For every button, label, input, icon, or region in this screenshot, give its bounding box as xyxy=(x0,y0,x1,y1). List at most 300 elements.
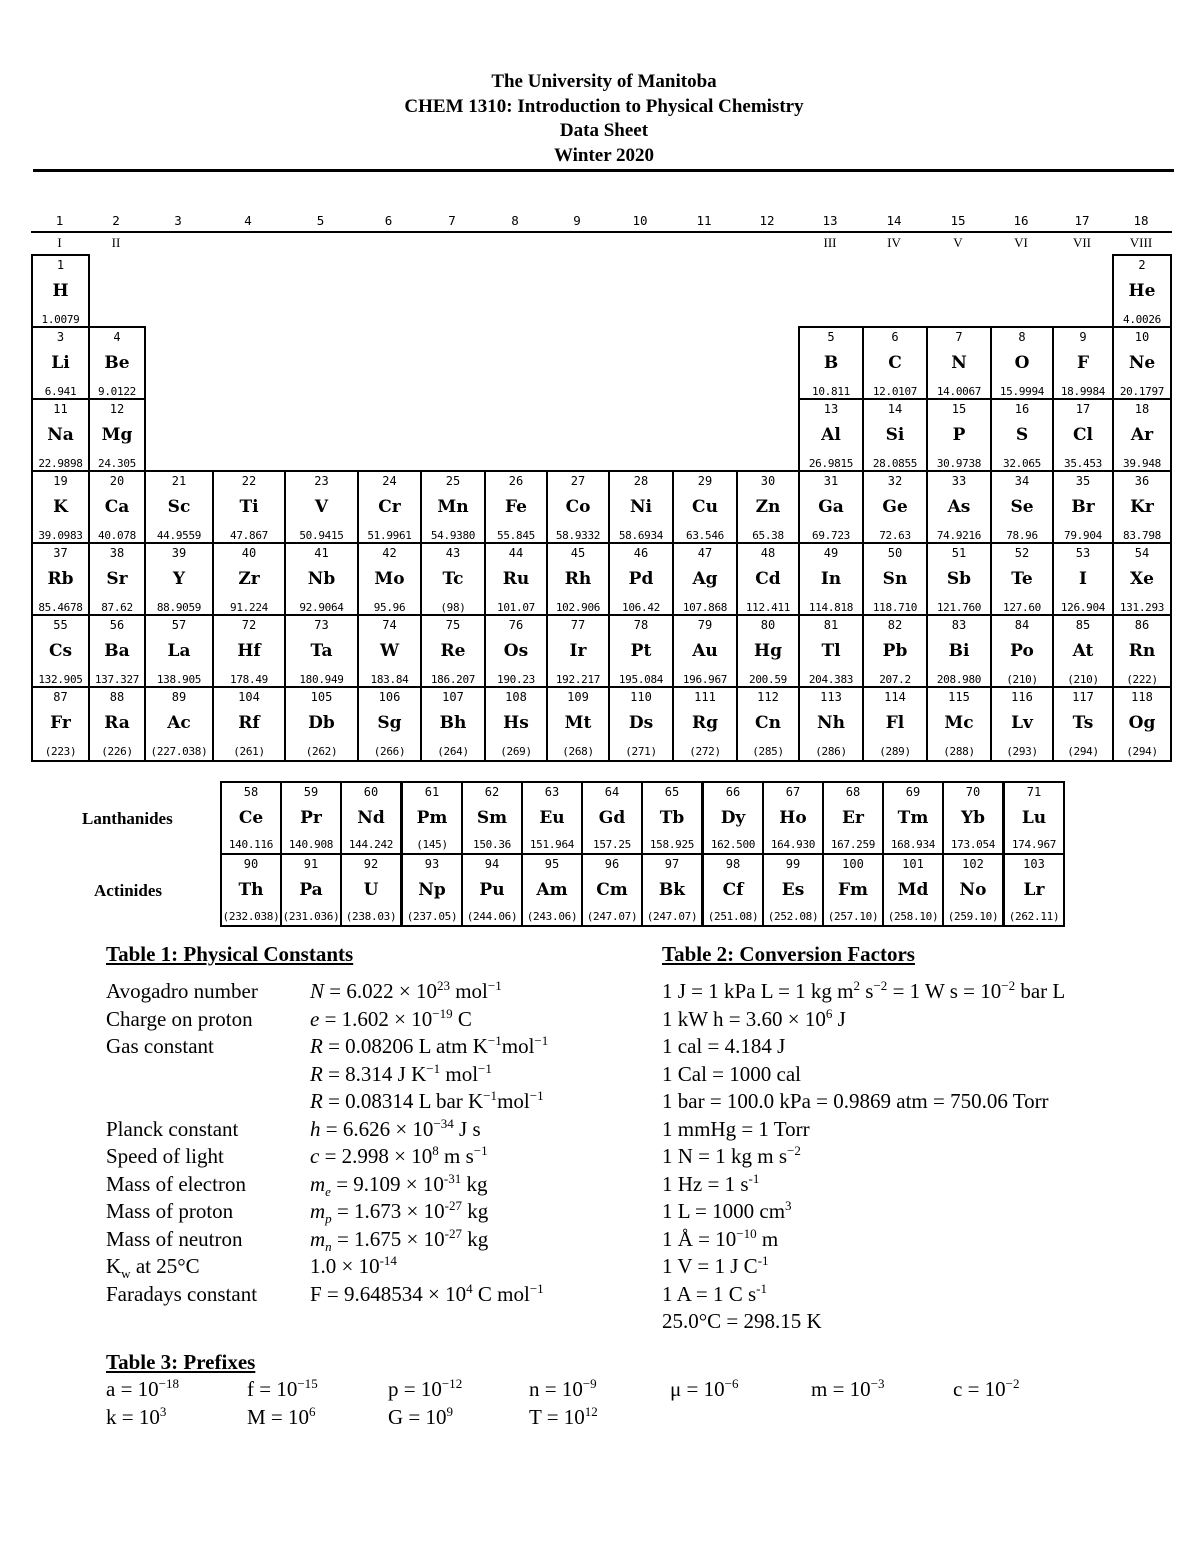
atomic-number: 4 xyxy=(113,330,121,344)
atomic-number: 18 xyxy=(1134,402,1150,416)
atomic-number: 78 xyxy=(633,618,649,632)
atomic-number: 95 xyxy=(544,857,560,871)
element-symbol: Ra xyxy=(104,713,130,733)
term-label: Winter 2020 xyxy=(553,144,655,166)
actinide-lr xyxy=(1003,853,1065,927)
element-in xyxy=(798,542,864,618)
conversion-factor: 1 Cal = 1000 cal xyxy=(662,1061,801,1086)
atomic-mass: 12.0107 xyxy=(872,385,918,398)
element-n xyxy=(926,326,992,402)
group-number: 7 xyxy=(448,213,456,228)
element-symbol: K xyxy=(53,497,68,517)
element-h xyxy=(31,254,90,330)
element-ir xyxy=(546,614,610,690)
atomic-mass: (289) xyxy=(879,745,911,758)
atomic-number: 11 xyxy=(53,402,68,416)
lanthanides-label: Lanthanides xyxy=(82,809,173,828)
actinide-no xyxy=(942,853,1004,927)
atomic-mass: 20.1797 xyxy=(1119,385,1165,398)
constant-name: Speed of light xyxy=(106,1144,224,1168)
element-symbol: Cm xyxy=(596,880,628,900)
atomic-number: 19 xyxy=(53,474,68,488)
roman-group-label: VI xyxy=(1014,235,1028,250)
element-te xyxy=(990,542,1054,618)
atomic-mass: (269) xyxy=(500,745,532,758)
atomic-mass: (293) xyxy=(1006,745,1038,758)
atomic-number: 47 xyxy=(697,546,713,560)
element-symbol: Ca xyxy=(104,497,130,517)
element-symbol: Pb xyxy=(882,641,908,661)
prefix: $m = 10^{-3}$ xyxy=(811,1376,885,1401)
atomic-mass: 65.38 xyxy=(752,529,784,542)
element-hg xyxy=(736,614,800,690)
atomic-mass: 51.9961 xyxy=(367,529,412,542)
atomic-number: 72 xyxy=(241,618,257,632)
element-symbol: Db xyxy=(308,713,335,733)
atomic-number: 75 xyxy=(445,618,461,632)
atomic-number: 73 xyxy=(314,618,329,632)
atomic-mass: 1.0079 xyxy=(41,313,80,326)
atomic-number: 71 xyxy=(1026,785,1042,799)
element-symbol: Na xyxy=(47,425,74,445)
element-symbol: Nb xyxy=(307,569,336,589)
element-k xyxy=(31,470,90,546)
constant-value: $N = 6.022 \times 10^{23}$ mol$^{-1}$ xyxy=(310,978,502,1003)
atomic-mass: (223) xyxy=(44,745,77,758)
atomic-mass: (294) xyxy=(1126,745,1158,758)
element-symbol: Tl xyxy=(821,641,841,661)
element-sr xyxy=(88,542,146,618)
atomic-number: 53 xyxy=(1075,546,1091,560)
atomic-number: 92 xyxy=(363,857,379,871)
element-lv xyxy=(990,686,1054,762)
element-symbol: Sm xyxy=(476,808,508,828)
element-cl xyxy=(1052,398,1114,474)
atomic-number: 89 xyxy=(171,690,187,704)
element-mn xyxy=(420,470,486,546)
element-kr xyxy=(1112,470,1172,546)
atomic-number: 38 xyxy=(109,546,125,560)
element-ar xyxy=(1112,398,1172,474)
atomic-number: 20 xyxy=(109,474,125,488)
atomic-mass: 6.941 xyxy=(44,385,77,398)
element-symbol: Ga xyxy=(818,497,844,517)
element-symbol: Es xyxy=(781,880,805,900)
element-symbol: Sc xyxy=(167,497,191,517)
atomic-number: 93 xyxy=(424,857,440,871)
constant-name: Mass of electron xyxy=(106,1171,246,1196)
element-symbol: Mn xyxy=(437,497,469,517)
atomic-mass: 137.327 xyxy=(94,673,140,686)
conversion-factor: 1 V = 1 J $C^{-1}$ xyxy=(662,1253,769,1278)
element-ti xyxy=(212,470,286,546)
element-si xyxy=(862,398,928,474)
atomic-mass: 192.217 xyxy=(555,673,601,686)
element-co xyxy=(546,470,610,546)
element-symbol: Dy xyxy=(720,808,746,828)
atomic-number: 68 xyxy=(845,785,861,799)
element-cs xyxy=(31,614,90,690)
element-zn xyxy=(736,470,800,546)
element-symbol: No xyxy=(959,880,987,900)
atomic-number: 90 xyxy=(243,857,259,871)
atomic-mass: (285) xyxy=(752,745,784,758)
element-symbol: Te xyxy=(1011,569,1033,589)
actinide-fm xyxy=(822,853,884,927)
atomic-mass: 190.23 xyxy=(497,673,535,686)
element-symbol: F xyxy=(1076,353,1090,373)
atomic-number: 28 xyxy=(633,474,649,488)
atomic-number: 54 xyxy=(1134,546,1150,560)
element-symbol: Fm xyxy=(837,880,869,900)
atomic-number: 106 xyxy=(378,690,401,704)
element-symbol: Lr xyxy=(1023,880,1045,900)
atomic-number: 24 xyxy=(382,474,397,488)
element-pt xyxy=(608,614,674,690)
element-symbol: Hs xyxy=(503,713,529,733)
course-title: CHEM 1310: Introduction to Physical Chemistry xyxy=(404,95,804,117)
element-au xyxy=(672,614,738,690)
element-symbol: Au xyxy=(692,641,718,661)
atomic-mass: 83.798 xyxy=(1123,529,1161,542)
atomic-mass: 28.0855 xyxy=(872,457,918,470)
atomic-number: 45 xyxy=(570,546,586,560)
element-og xyxy=(1112,686,1172,762)
group-number: 2 xyxy=(112,213,120,228)
element-mo xyxy=(357,542,422,618)
atomic-mass: 87.62 xyxy=(101,601,133,614)
atomic-mass: 164.930 xyxy=(770,838,816,851)
atomic-mass: 50.9415 xyxy=(299,529,344,542)
element-b xyxy=(798,326,864,402)
element-symbol: Rb xyxy=(47,569,74,589)
element-symbol: Mo xyxy=(374,569,405,589)
atomic-mass: (247.07) xyxy=(646,910,698,923)
atomic-number: 30 xyxy=(760,474,776,488)
constant-value: R = 0.08206 L atm $K^{-1}mol^{-1}$ xyxy=(310,1033,549,1058)
atomic-mass: (222) xyxy=(1126,673,1158,686)
element-symbol: Hf xyxy=(237,641,261,661)
lanthanide-eu xyxy=(521,781,583,855)
atomic-mass: 47.867 xyxy=(230,529,268,542)
element-symbol: Ta xyxy=(310,641,333,661)
group-number: 17 xyxy=(1074,213,1090,228)
atomic-number: 31 xyxy=(823,474,839,488)
atomic-mass: 167.259 xyxy=(830,838,876,851)
group-number: 3 xyxy=(174,213,182,228)
atomic-number: 52 xyxy=(1014,546,1030,560)
roman-group-label: III xyxy=(823,235,837,250)
constant-value: $e = 1.602 \times 10^{-19}$ C xyxy=(310,1005,472,1031)
element-ac xyxy=(144,686,214,762)
element-mc xyxy=(926,686,992,762)
atomic-number: 10 xyxy=(1134,330,1150,344)
element-he xyxy=(1112,254,1172,330)
element-symbol: N xyxy=(951,353,967,373)
element-symbol: Sb xyxy=(946,569,972,589)
atomic-number: 44 xyxy=(508,546,524,560)
atomic-number: 87 xyxy=(53,690,68,704)
conversion-factor: 1 Å = $10^{-10}$ m xyxy=(662,1225,779,1251)
constant-name: Charge on proton xyxy=(106,1006,253,1031)
atomic-number: 80 xyxy=(760,618,776,632)
table2-title: Table 2: Conversion Factors xyxy=(662,942,915,966)
atomic-number: 117 xyxy=(1072,690,1094,704)
constant-value: $1.0 \times 10^{-14}$ xyxy=(310,1253,397,1278)
element-symbol: Pr xyxy=(300,808,322,828)
actinide-am xyxy=(521,853,583,927)
atomic-mass: 95.96 xyxy=(373,601,406,614)
element-rf xyxy=(212,686,286,762)
group-number: 12 xyxy=(759,213,775,228)
atomic-mass: (238.03) xyxy=(345,910,397,923)
conversion-factor: 1 mmHg = 1 Torr xyxy=(662,1116,810,1141)
actinide-cm xyxy=(581,853,643,927)
element-nb xyxy=(284,542,359,618)
conversion-factor: 1 N = 1 kg m $s^{-2}$ xyxy=(662,1143,801,1168)
actinide-bk xyxy=(641,853,703,927)
element-symbol: Hg xyxy=(754,641,782,661)
atomic-mass: 32.065 xyxy=(1003,457,1041,470)
atomic-number: 111 xyxy=(694,690,716,704)
element-symbol: B xyxy=(823,353,839,373)
lanthanide-lu xyxy=(1003,781,1065,855)
atomic-mass: 178.49 xyxy=(230,673,268,686)
element-symbol: Fe xyxy=(505,497,527,517)
atomic-number: 22 xyxy=(241,474,257,488)
element-cn xyxy=(736,686,800,762)
atomic-mass: (252.08) xyxy=(767,910,819,923)
atomic-mass: (272) xyxy=(689,745,721,758)
element-cu xyxy=(672,470,738,546)
element-zr xyxy=(212,542,286,618)
conversion-factor: 1 A = 1 C $s^{-1}$ xyxy=(662,1280,767,1306)
prefix: $c = 10^{-2}$ xyxy=(953,1376,1020,1401)
atomic-mass: 144.242 xyxy=(348,838,394,851)
element-symbol: Cr xyxy=(378,497,401,517)
atomic-mass: (98) xyxy=(440,601,466,614)
element-symbol: Gd xyxy=(598,808,626,828)
atomic-number: 58 xyxy=(243,785,259,799)
atomic-mass: 22.9898 xyxy=(38,457,83,470)
atomic-mass: 44.9559 xyxy=(156,529,202,542)
element-f xyxy=(1052,326,1114,402)
element-symbol: Cu xyxy=(692,497,718,517)
atomic-mass: 195.084 xyxy=(618,673,664,686)
element-symbol: Og xyxy=(1128,713,1156,733)
table1-title: Table 1: Physical Constants xyxy=(106,942,354,966)
element-symbol: Fr xyxy=(50,713,71,733)
atomic-number: 118 xyxy=(1131,690,1153,704)
lanthanide-tb xyxy=(641,781,703,855)
roman-group-label: VII xyxy=(1072,235,1092,250)
element-i xyxy=(1052,542,1114,618)
element-symbol: W xyxy=(379,641,400,661)
atomic-mass: 158.925 xyxy=(649,838,695,851)
element-symbol: Li xyxy=(51,353,70,373)
atomic-mass: (232.038) xyxy=(222,910,280,923)
constant-value: $h = 6.626 \times 10^{-34}$ J s xyxy=(310,1115,481,1141)
atomic-mass: (262.11) xyxy=(1008,910,1060,923)
atomic-number: 110 xyxy=(630,690,652,704)
element-symbol: O xyxy=(1014,353,1030,373)
atomic-number: 27 xyxy=(570,474,586,488)
atomic-number: 70 xyxy=(965,785,981,799)
element-symbol: Zr xyxy=(238,569,260,589)
atomic-number: 83 xyxy=(951,618,967,632)
atomic-number: 34 xyxy=(1014,474,1030,488)
atomic-mass: 138.905 xyxy=(156,673,202,686)
atomic-number: 8 xyxy=(1018,330,1026,344)
element-symbol: Lu xyxy=(1021,808,1047,828)
element-al xyxy=(798,398,864,474)
atomic-mass: 121.760 xyxy=(936,601,982,614)
conversion-factor: 25.0°C = 298.15 K xyxy=(662,1309,822,1333)
element-symbol: Ar xyxy=(1130,425,1154,445)
element-sg xyxy=(357,686,422,762)
atomic-number: 88 xyxy=(109,690,125,704)
atomic-number: 33 xyxy=(951,474,967,488)
atomic-number: 16 xyxy=(1014,402,1030,416)
atomic-number: 6 xyxy=(891,330,899,344)
atomic-mass: 40.078 xyxy=(98,529,136,542)
element-symbol: At xyxy=(1072,641,1094,661)
element-symbol: Nh xyxy=(817,713,845,733)
atomic-number: 84 xyxy=(1014,618,1030,632)
atomic-number: 105 xyxy=(310,690,333,704)
element-li xyxy=(31,326,90,402)
atomic-mass: 79.904 xyxy=(1064,529,1102,542)
atomic-mass: (231.036) xyxy=(282,910,340,923)
element-symbol: C xyxy=(888,353,902,373)
atomic-mass: 132.905 xyxy=(38,673,83,686)
atomic-number: 113 xyxy=(820,690,842,704)
atomic-number: 41 xyxy=(314,546,329,560)
atomic-number: 51 xyxy=(951,546,967,560)
atomic-mass: 18.9984 xyxy=(1060,385,1106,398)
atomic-number: 103 xyxy=(1023,857,1045,871)
atomic-number: 76 xyxy=(508,618,524,632)
atomic-mass: 58.9332 xyxy=(555,529,601,542)
atomic-mass: 207.2 xyxy=(879,673,911,686)
conversion-factor: 1 L = 1000 $cm^3$ xyxy=(662,1198,792,1223)
conversion-factor: 1 Hz = 1 $s^{-1}$ xyxy=(662,1170,760,1196)
group-number: 15 xyxy=(950,213,966,228)
element-ta xyxy=(284,614,359,690)
atomic-mass: (257.10) xyxy=(827,910,879,923)
element-se xyxy=(990,470,1054,546)
atomic-mass: 151.964 xyxy=(529,838,575,851)
constant-value: $c = 2.998 \times 10^8$ m $s^{-1}$ xyxy=(310,1143,488,1168)
lanthanide-gd xyxy=(581,781,643,855)
element-mt xyxy=(546,686,610,762)
element-symbol: U xyxy=(363,880,379,900)
atomic-mass: 174.967 xyxy=(1011,838,1057,851)
constant-name: Mass of neutron xyxy=(106,1226,243,1251)
atomic-mass: 58.6934 xyxy=(618,529,664,542)
element-symbol: Lv xyxy=(1011,713,1033,733)
element-symbol: Pm xyxy=(416,808,448,828)
atomic-mass: 140.908 xyxy=(288,838,334,851)
atomic-number: 116 xyxy=(1011,690,1033,704)
atomic-mass: 196.967 xyxy=(682,673,728,686)
group-number: 5 xyxy=(316,213,325,228)
conversion-factor: 1 kW $h = 3.60 \times 10^6$ J xyxy=(662,1005,846,1031)
atomic-number: 61 xyxy=(424,785,440,799)
element-symbol: Bh xyxy=(439,713,467,733)
element-symbol: Ac xyxy=(167,713,191,733)
prefix: $a = 10^{-18}$ xyxy=(106,1376,180,1401)
atomic-number: 42 xyxy=(382,546,397,560)
element-symbol: Co xyxy=(565,497,591,517)
element-symbol: H xyxy=(52,281,69,301)
atomic-number: 91 xyxy=(303,857,319,871)
element-symbol: I xyxy=(1079,569,1087,589)
university-name: The University of Manitoba xyxy=(491,71,717,92)
atomic-number: 1 xyxy=(56,258,65,272)
atomic-mass: 157.25 xyxy=(593,838,631,851)
element-br xyxy=(1052,470,1114,546)
prefix: $p = 10^{-12}$ xyxy=(388,1376,463,1401)
atomic-mass: 208.980 xyxy=(936,673,982,686)
element-ts xyxy=(1052,686,1114,762)
conversion-factor: 1 J = 1 kPa L = 1 kg $m^2$ $s^{-2} = 1$ W $s = 10^{-2}$ bar L xyxy=(662,978,1066,1003)
atomic-mass: 78.96 xyxy=(1006,529,1038,542)
atomic-number: 25 xyxy=(445,474,461,488)
element-symbol: Np xyxy=(418,880,446,900)
lanthanide-yb xyxy=(942,781,1004,855)
atomic-mass: 24.305 xyxy=(98,457,136,470)
atomic-mass: 114.818 xyxy=(808,601,854,614)
atomic-number: 49 xyxy=(823,546,839,560)
atomic-number: 115 xyxy=(948,690,970,704)
atomic-number: 108 xyxy=(505,690,527,704)
atomic-number: 37 xyxy=(53,546,68,560)
lanthanide-ho xyxy=(762,781,824,855)
atomic-mass: 162.500 xyxy=(710,838,756,851)
element-symbol: Pu xyxy=(479,880,505,900)
group-number: 16 xyxy=(1013,213,1029,228)
table3-title: Table 3: Prefixes xyxy=(106,1350,256,1374)
element-symbol: As xyxy=(947,497,971,517)
constant-name: Gas constant xyxy=(106,1034,214,1058)
atomic-mass: 106.42 xyxy=(622,601,660,614)
element-o xyxy=(990,326,1054,402)
element-ag xyxy=(672,542,738,618)
element-ra xyxy=(88,686,146,762)
element-symbol: La xyxy=(167,641,191,661)
element-symbol: Ag xyxy=(692,569,718,589)
atomic-mass: (145) xyxy=(416,838,448,851)
element-symbol: Fl xyxy=(885,713,905,733)
actinides-label: Actinides xyxy=(94,881,162,900)
element-p xyxy=(926,398,992,474)
element-symbol: Se xyxy=(1010,497,1034,517)
atomic-mass: (268) xyxy=(562,745,594,758)
element-symbol: He xyxy=(1128,281,1156,301)
atomic-number: 12 xyxy=(109,402,125,416)
element-w xyxy=(357,614,422,690)
atomic-mass: 131.293 xyxy=(1119,601,1165,614)
element-symbol: Ni xyxy=(630,497,652,517)
element-ni xyxy=(608,470,674,546)
constant-value: $F = 9.648534 \times 10^4$ C mol$^{-1}$ xyxy=(310,1280,544,1306)
lanthanide-pr xyxy=(280,781,342,855)
atomic-number: 77 xyxy=(570,618,586,632)
group-number: 13 xyxy=(822,213,838,228)
actinide-pu xyxy=(461,853,523,927)
atomic-number: 14 xyxy=(887,402,903,416)
